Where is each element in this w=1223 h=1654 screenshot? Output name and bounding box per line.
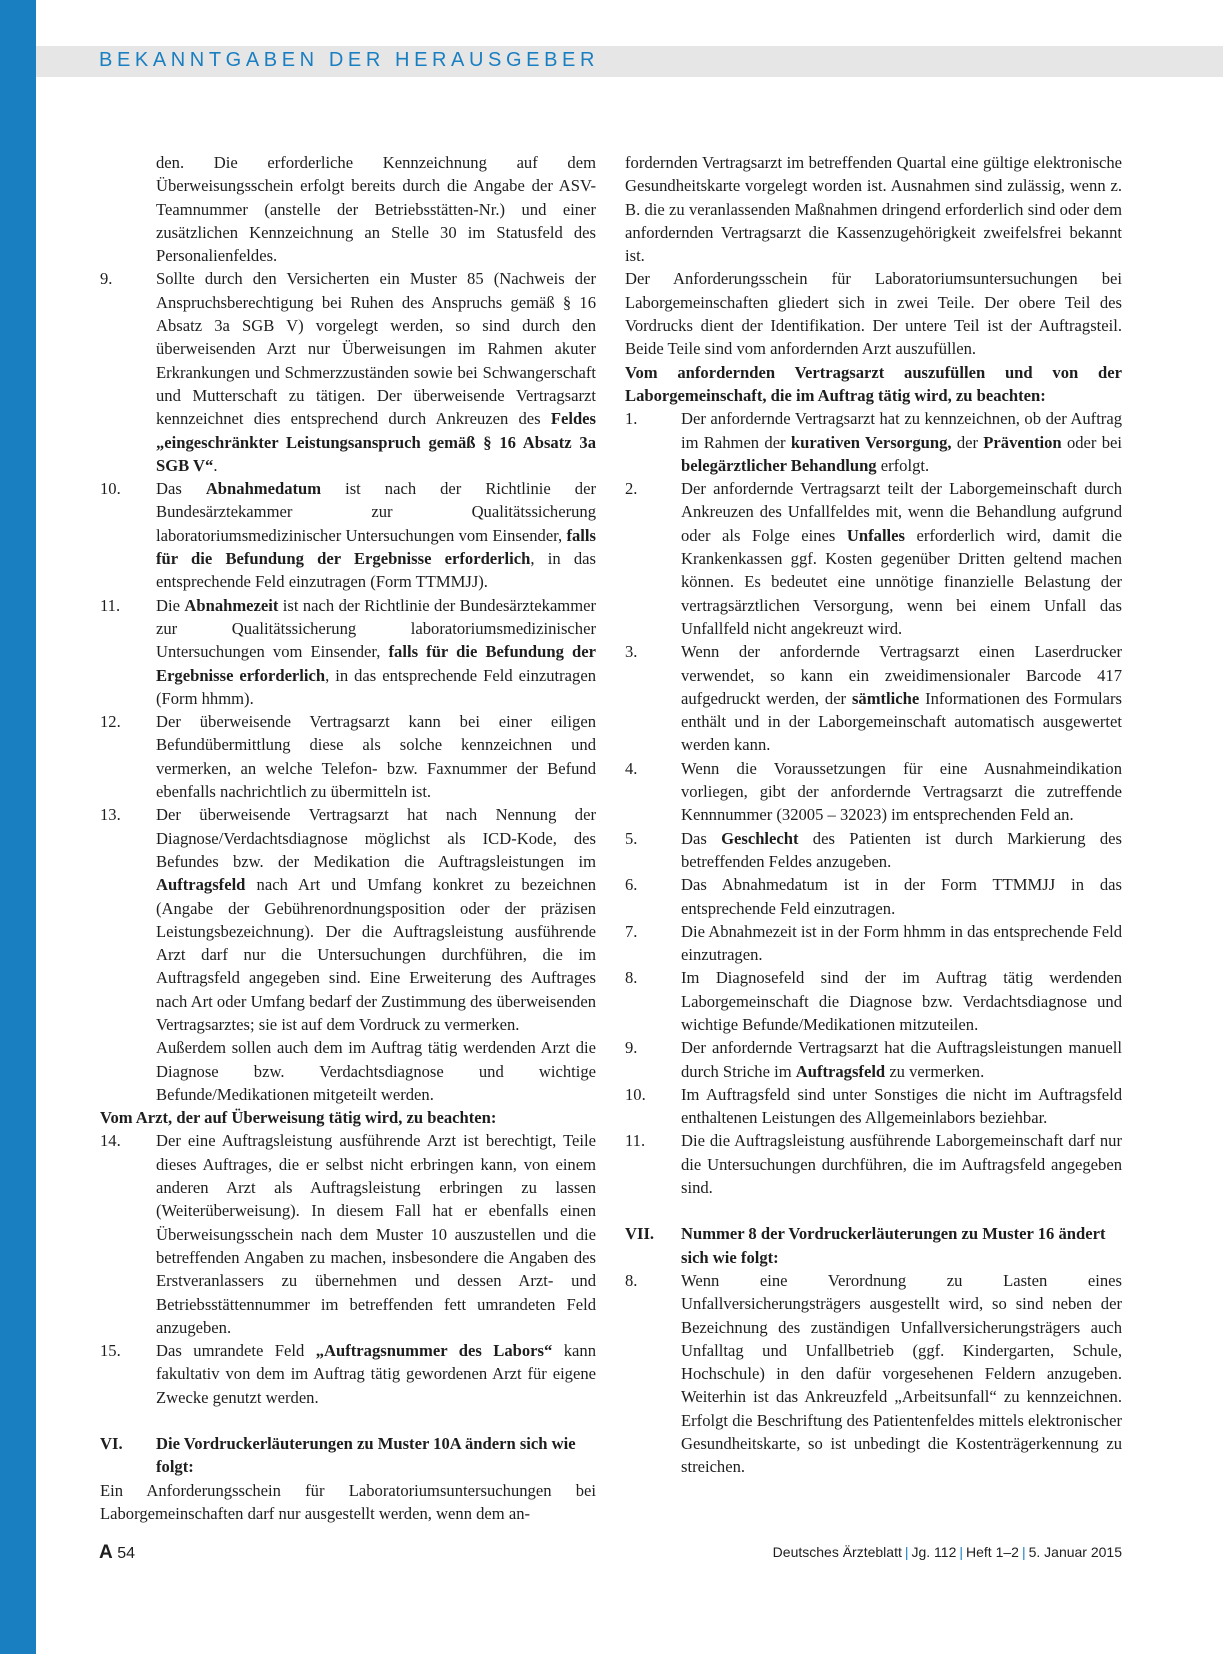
list-item-r7: 7. Die Abnahmezeit ist in der Form hhmm in das entsprechende Feld einzutragen. xyxy=(625,921,1122,965)
left-accent-bar xyxy=(0,0,36,1654)
section-heading-vi: VI. Die Vordruckerläuterungen zu Muster 10A ändern sich wie folgt: xyxy=(100,1434,576,1477)
list-item-r10: 10. Im Auftragsfeld sind unter Sonstiges die nicht im Auftragsfeld enthaltenen Leistungen des Allgemeinlabors beziehbar. xyxy=(625,1084,1122,1128)
list-item-r8: 8. Im Diagnosefeld sind der im Auftrag tätig werdenden Laborgemeinschaft die Diagnose bzw. Verdachtsdiagnose und wichtige Befunde/Medikationen mitzuteilen. xyxy=(625,968,1122,1034)
list-item-14: 14. Der eine Auftragsleistung ausführende Arzt ist berechtigt, Teile dieses Auftrages, die er selbst nicht erbringen kann, von einem anderen Arzt als Auftragsleistung erbringen zu lassen (Weiterüberweisung). In diesem Fall hat er ebenfalls einen Überweisungsschein nach dem Muster 10 auszustellen und die betreffenden Angaben zu machen, insbesondere die Angaben des Erstveranlassers zu übernehmen und dessen Arzt- und Betriebsstättennummer im betreffenden fett umrandeten Feld anzugeben. xyxy=(100,1131,596,1337)
list-item-r1: 1. Der anfordernde Vertragsarzt hat zu kennzeichnen, ob der Auftrag im Rahmen der kurativen Versorgung, der Prävention oder bei belegärztlicher Behandlung erfolgt. xyxy=(625,409,1122,475)
list-item-10: 10. Das Abnahmedatum ist nach der Richtlinie der Bundesärztekammer zur Qualitätssicherung laboratoriumsmedizinischer Untersuchungen vom Einsender, falls für die Befundung der Ergebnisse erforderlich, in das entsprechende Feld einzutragen (Form TTMMJJ). xyxy=(100,479,596,592)
list-item-13: 13. Der überweisende Vertragsarzt hat nach Nennung der Diagnose/Verdachtsdiagnose möglichst als ICD-Kode, des Befundes bzw. der Medikation die Auftragsleistungen im Auftragsfeld nach Art und Umfang konkret zu bezeichnen (Angabe der Gebührenordnungsposition oder der präzisen Leistungsbezeichnung). Der die Auftragsleistung ausführende Arzt darf nur die Untersuchungen durchführen, die im Auftragsfeld angegeben sind. Eine Erweiterung des Auftrages nach Art oder Umfang bedarf der Zustimmung des überweisenden Vertragsarztes; sie ist auf dem Vordruck zu vermerken. xyxy=(100,805,596,1034)
section-vi-paragraph: Ein Anforderungsschein für Laboratoriumsuntersuchungen bei Laborgemeinschaften darf nur ausgestellt werden, wenn dem an- xyxy=(100,1480,596,1523)
list-item-11: 11. Die Abnahmezeit ist nach der Richtlinie der Bundesärztekammer zur Qualitätssicherung laboratoriumsmedizinischer Untersuchungen vom Einsender, falls für die Befundung der Ergebnisse erforderlich, in das entsprechende Feld einzutragen (Form hhmm). xyxy=(100,595,597,708)
journal-date: 5. Januar 2015 xyxy=(1028,1544,1122,1560)
list-item-r11: 11. Die die Auftragsleistung ausführende Laborgemeinschaft darf nur die Untersuchungen durchführen, die im Auftragsfeld angegeben sind. xyxy=(625,1131,1122,1198)
list-item-r2: 2. Der anfordernde Vertragsarzt teilt der Laborgemeinschaft durch Ankreuzen des Unfallfeldes mit, wenn die Behandlung aufgrund oder als Folge eines Unfalles erforderlich wird, damit die Krankenkassen ggf. Kosten gegenüber Dritten geltend machen können. Es bedeutet eine unnötige finanzielle Belastung der vertragsärztlichen Versorgung, wenn bei einem Unfall das Unfallfeld nicht angekreuzt wird. xyxy=(625,479,1123,638)
list-item-13-addendum: Außerdem sollen auch dem im Auftrag tätig werdenden Arzt die Diagnose bzw. Verdachtsdiagnose und wichtige Befunde/Medikationen mitgeteilt werden. xyxy=(156,1038,596,1104)
left-column xyxy=(100,151,596,1525)
list-item-r4: 4. Wenn die Voraussetzungen für eine Ausnahmeindikation vorliegen, gibt der anfordernde Vertragsarzt die zutreffende Kennnummer (32005 – 32023) im entsprechenden Feld an. xyxy=(625,758,1122,825)
journal-citation: Deutsches Ärzteblatt | Jg. 112 | Heft 1–2 | 5. Januar 2015 xyxy=(772,1544,1122,1560)
list-item-12: 12. Der überweisende Vertragsarzt kann bei einer eiligen Befundübermittlung diese als solche kennzeichnen und vermerken, an welche Telefon- bzw. Faxnummer der Befund ebenfalls nachrichtlich zu übermitteln ist. xyxy=(100,712,596,802)
list-item-r9: 9. Der anfordernde Vertragsarzt hat die Auftragsleistungen manuell durch Striche im Auftragsfeld zu vermerken. xyxy=(625,1038,1122,1081)
continued-paragraph: den. Die erforderliche Kennzeichnung auf dem Überweisungsschein erfolgt bereits durch die Angabe der ASV-Teamnummer (anstelle der Betriebsstätten-Nr.) und einer zusätzlichen Kennzeichnung an Stelle 30 im Statusfeld des Personalienfeldes. xyxy=(156,153,596,266)
list-item-9: 9. Sollte durch den Versicherten ein Muster 85 (Nachweis der Anspruchsberechtigung bei Ruhen des Anspruchs gemäß § 16 Absatz 3a SGB V) vorgelegt werden, so sind durch den überweisenden Arzt nur Überweisungen im Rahmen akuter Erkrankungen und Schmerzzuständen sowie bei Schwangerschaft und Mutterschaft zu tätigen. Der überweisende Vertragsarzt kennzeichnet dies entsprechend durch Ankreuzen des Feldes „eingeschränkter Leistungsanspruch gemäß § 16 Absatz 3a SGB V“. xyxy=(100,269,596,475)
section-header xyxy=(36,46,1223,77)
list-item-r6: 6. Das Abnahmedatum ist in der Form TTMMJJ in das entsprechende Feld einzutragen. xyxy=(625,875,1122,918)
journal-volume: Jg. 112 xyxy=(911,1544,957,1560)
right-column xyxy=(625,151,1122,1479)
list-item-r5: 5. Das Geschlecht des Patienten ist durch Markierung des betreffenden Feldes anzugeben. xyxy=(625,828,1122,871)
continued-paragraph-right: fordernden Vertragsarzt im betreffenden Quartal eine gültige elektronische Gesundheitskarte vorgelegt worden ist. Ausnahmen sind zulässig, wenn z. B. die zu veranlassenden Maßnahmen dringend erforderlich sind oder dem anfordernden Vertragsarzt die Kassenzugehörigkeit zweifelsfrei bekannt ist. xyxy=(625,153,1122,266)
list-item-r8b: 8. Wenn eine Verordnung zu Lasten eines Unfallversicherungsträgers ausgestellt wird, so sind neben der Bezeichnung des zuständigen Unfallversicherungsträgers auch Unfalltag und Unfallbetrieb (ggf. Kindergarten, Schule, Hochschule) in den dafür vorgesehenen Feldern anzugeben. Weiterhin ist das Ankreuzfeld „Arbeitsunfall“ zu kennzeichnen. Erfolgt die Beschriftung des Patientenfeldes mittels elektronischer Gesundheitskarte, so ist unbedingt die Kostenträgerkennung zu streichen. xyxy=(625,1270,1122,1477)
list-item-15: 15. Das umrandete Feld „Auftragsnummer des Labors“ kann fakultativ von dem im Auftrag tätig gewordenen Arzt für eigene Zwecke genutzt werden. xyxy=(100,1341,596,1407)
section-title: BEKANNTGABEN DER HERAUSGEBER xyxy=(99,49,599,71)
section-heading-vii: VII. Nummer 8 der Vordruckerläuterungen zu Muster 16 ändert sich wie folgt: xyxy=(625,1224,1106,1267)
page-number: A 54 xyxy=(99,1542,135,1563)
journal-name: Deutsches Ärzteblatt xyxy=(772,1544,902,1560)
subheading-referral-doctor: Vom Arzt, der auf Überweisung tätig wird, zu beachten: xyxy=(100,1108,497,1128)
paragraph-form-structure: Der Anforderungsschein für Laboratoriumsuntersuchungen bei Laborgemeinschaften gliedert sich in zwei Teile. Der obere Teil des Vordrucks dient der Identifikation. Der untere Teil ist der Auftragsteil. Beide Teile sind vom anfordernden Arzt auszufüllen. xyxy=(625,269,1122,359)
subheading-lab-community: Vom anfordernden Vertragsarzt auszufüllen und von der Laborgemeinschaft, die im Auftrag tätig wird, zu beachten: xyxy=(625,362,1122,405)
journal-issue: Heft 1–2 xyxy=(966,1544,1019,1560)
list-item-r3: 3. Wenn der anfordernde Vertragsarzt einen Laserdrucker verwendet, so kann ein zweidimensionaler Barcode 417 aufgedruckt werden, der sämtliche Informationen des Formulars enthält und in der Laborgemeinschaft automatisch ausgewertet werden kann. xyxy=(625,642,1123,755)
